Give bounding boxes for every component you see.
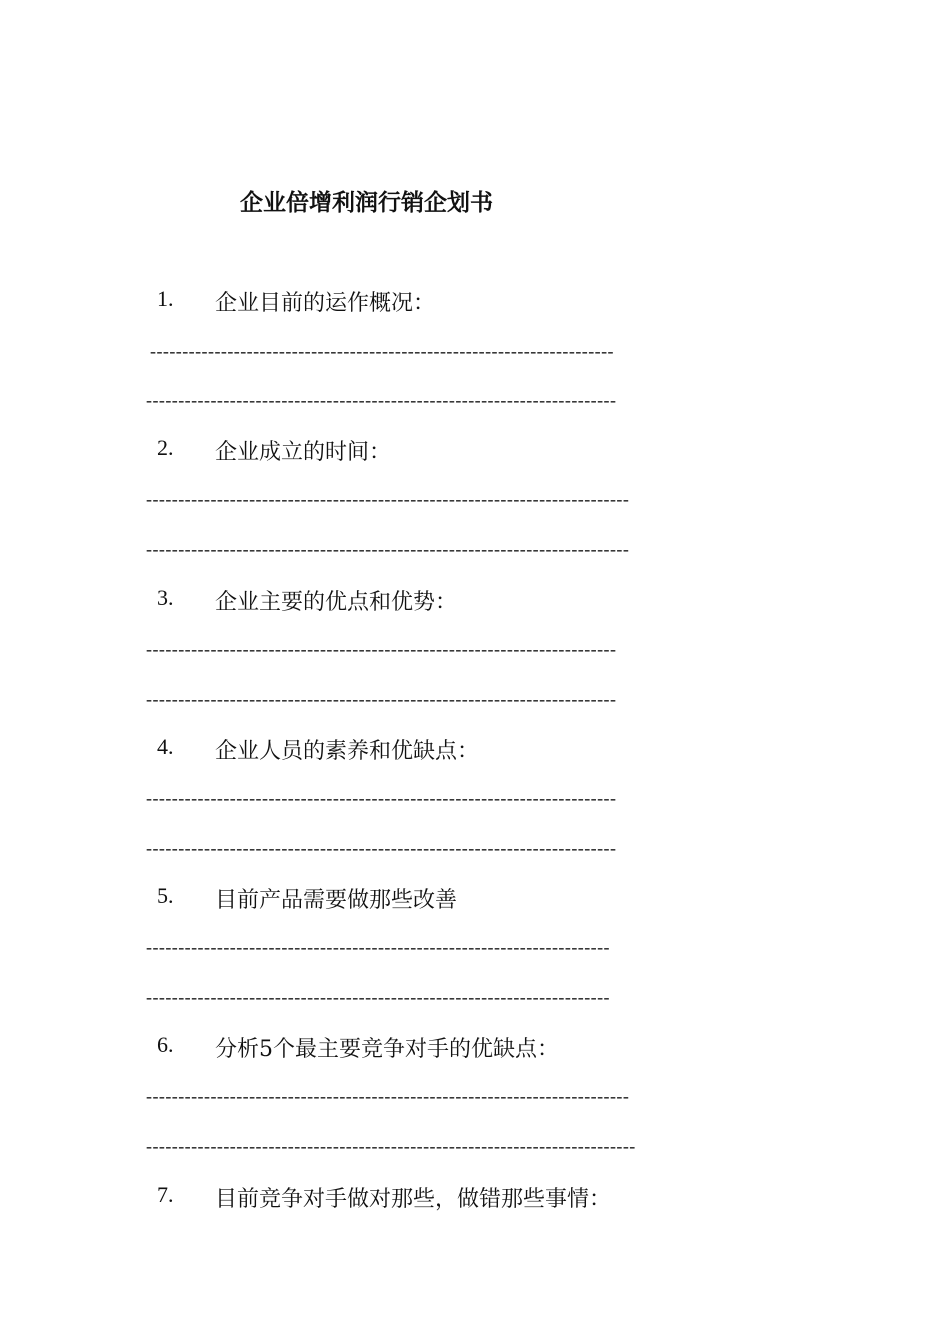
question-label: 企业目前的运作概况： — [215, 291, 436, 316]
question-label: 目前产品需要做那些改善 — [215, 888, 458, 913]
question-label: 企业主要的优点和优势： — [215, 590, 458, 615]
answer-line: ------------------------------------------------------------------------ — [146, 937, 610, 957]
question-number: 1. — [157, 286, 174, 311]
answer-line: ------------------------------------------------------------------------- — [146, 788, 617, 808]
answer-line: ------------------------------------------------------------------------- — [146, 639, 617, 659]
answer-line: ------------------------------------------------------------------------- — [146, 838, 617, 858]
answer-line: ------------------------------------------------------------------------- — [146, 390, 617, 410]
answer-line: --------------------------------------------------------------------------- — [146, 1086, 630, 1106]
answer-line: ---------------------------------------------------------------------------- — [146, 1136, 636, 1156]
answer-line: --------------------------------------------------------------------------- — [146, 539, 630, 559]
question-number: 2. — [157, 435, 174, 460]
question-number: 4. — [157, 734, 174, 759]
question-number: 6. — [157, 1032, 174, 1057]
question-label: 企业成立的时间： — [215, 440, 392, 465]
question-6 — [0, 1032, 950, 1062]
question-label: 目前竞争对手做对那些，做错那些事情： — [215, 1187, 612, 1212]
question-4 — [0, 734, 950, 764]
question-label: 分析5个最主要竞争对手的优缺点： — [215, 1037, 559, 1062]
question-3 — [0, 585, 950, 615]
question-number: 7. — [157, 1182, 174, 1207]
question-5 — [0, 883, 950, 913]
answer-line: ------------------------------------------------------------------------ — [150, 341, 614, 361]
question-1 — [0, 286, 950, 316]
question-number: 3. — [157, 585, 174, 610]
question-number: 5. — [157, 883, 174, 908]
answer-line: ------------------------------------------------------------------------- — [146, 689, 617, 709]
answer-line: ------------------------------------------------------------------------ — [146, 987, 610, 1007]
question-label: 企业人员的素养和优缺点： — [215, 739, 480, 764]
answer-line: --------------------------------------------------------------------------- — [146, 489, 630, 509]
question-7 — [0, 1182, 950, 1212]
question-2 — [0, 435, 950, 465]
document-title: 企业倍增利润行销企划书 — [240, 189, 493, 216]
